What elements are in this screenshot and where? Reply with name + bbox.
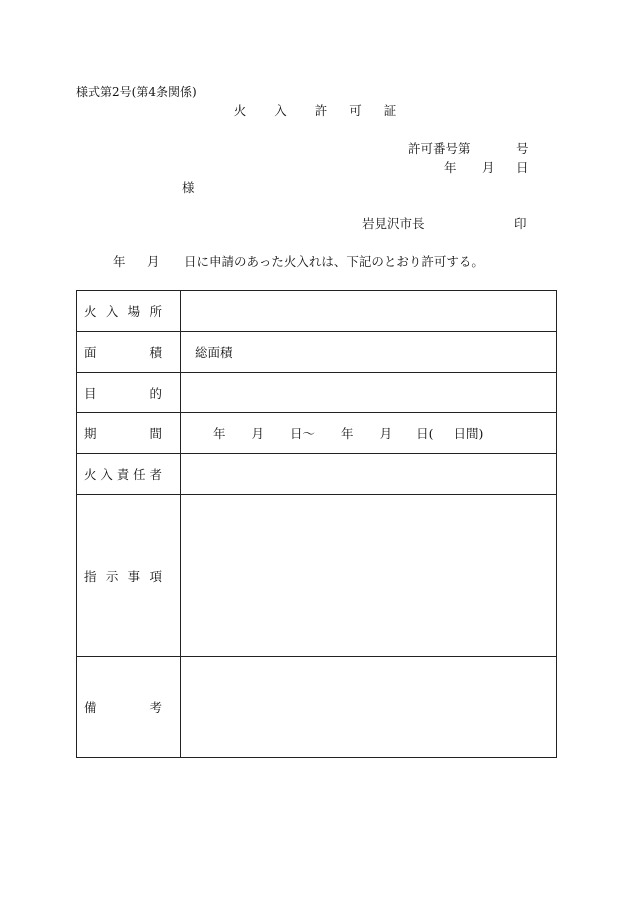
label-char: 事: [127, 568, 141, 584]
label-char: 場: [127, 304, 141, 319]
issue-date-month: 月: [482, 160, 495, 175]
row-person: [77, 454, 557, 495]
label-char: 火: [84, 304, 97, 319]
value-area[interactable]: 総面積: [181, 332, 557, 373]
row-instructions: [77, 495, 557, 657]
label-person: [77, 454, 181, 495]
label-char: 火: [84, 467, 97, 482]
period-part: 月: [251, 426, 265, 441]
label-period: [77, 413, 181, 454]
value-person[interactable]: [181, 454, 557, 495]
title-char: 証: [383, 103, 397, 118]
issue-date-year: 年: [444, 160, 457, 175]
permit-number-suffix: 号: [516, 141, 529, 156]
period-part: 日〜: [290, 426, 316, 441]
label-area: [77, 332, 181, 373]
label-char: 入: [100, 467, 113, 482]
title-char: 可: [349, 103, 362, 118]
value-period[interactable]: [181, 413, 557, 454]
row-remarks: [77, 657, 557, 758]
label-char: 積: [149, 345, 162, 360]
period-part: 年: [213, 426, 226, 441]
label-char: 間: [149, 426, 162, 441]
value-location[interactable]: [181, 291, 557, 332]
label-char: 責: [116, 467, 130, 482]
label-instructions: [77, 495, 181, 657]
title-char: 許: [314, 103, 328, 118]
label-char: 考: [149, 700, 162, 715]
issue-date-day: 日: [516, 160, 529, 175]
row-period: [77, 413, 557, 454]
value-instructions[interactable]: [181, 495, 557, 657]
period-part: 月: [379, 426, 393, 441]
label-location: [77, 291, 181, 332]
title-char: 火: [233, 103, 247, 118]
label-char: 任: [133, 467, 146, 482]
statement-month: 月: [147, 254, 160, 269]
permit-table: [76, 290, 557, 758]
issuer-name: 岩見沢市長: [362, 216, 425, 231]
label-char: 所: [149, 304, 162, 319]
label-char: 示: [105, 568, 119, 584]
title-char: 入: [274, 103, 287, 118]
statement-year: 年: [113, 254, 126, 269]
label-char: 備: [84, 700, 97, 715]
seal-mark: 印: [514, 216, 527, 231]
row-area: [77, 332, 557, 373]
label-char: 目: [84, 385, 97, 401]
permit-number-label: 許可番号第: [408, 141, 471, 156]
period-part: 日(: [416, 426, 434, 441]
label-purpose: [77, 373, 181, 413]
value-purpose[interactable]: [181, 373, 557, 413]
statement-text: 日に申請のあった火入れは、下記のとおり許可する。: [184, 254, 484, 269]
period-part: 日間): [453, 426, 484, 441]
label-char: 者: [149, 467, 162, 482]
value-remarks[interactable]: [181, 657, 557, 758]
row-purpose: [77, 373, 557, 413]
label-char: 項: [149, 568, 162, 584]
form-number: 様式第2号(第4条関係): [76, 85, 197, 99]
label-char: 入: [105, 304, 119, 319]
document-title: [0, 105, 630, 118]
period-part: 年: [341, 426, 354, 441]
label-remarks: [77, 657, 181, 758]
row-location: [77, 291, 557, 332]
addressee-suffix: 様: [182, 180, 195, 195]
label-char: 面: [84, 345, 97, 360]
label-char: 指: [84, 568, 97, 584]
label-char: 期: [84, 426, 97, 441]
label-char: 的: [149, 385, 162, 401]
